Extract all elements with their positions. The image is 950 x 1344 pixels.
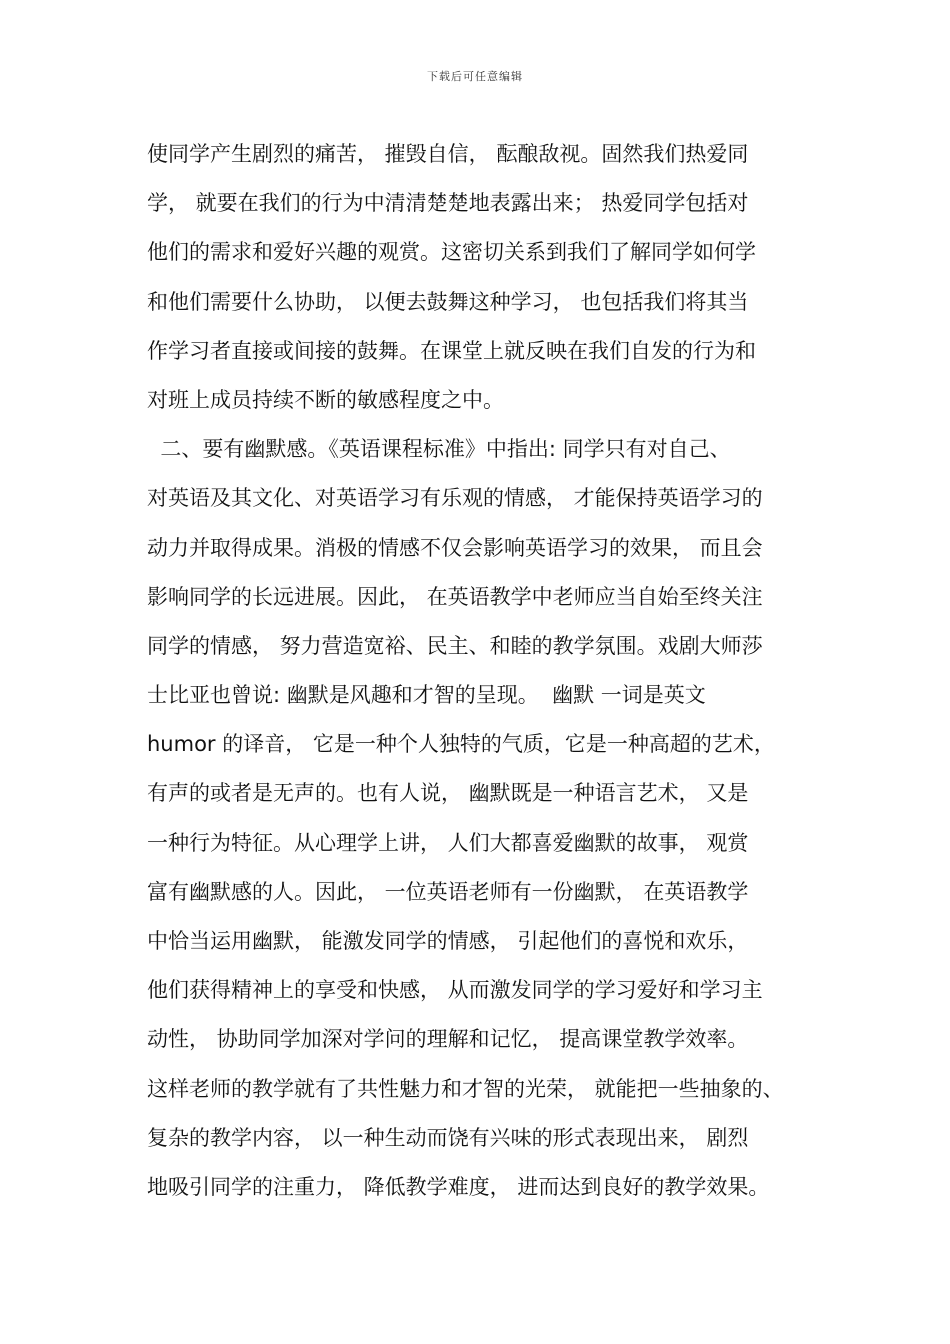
text-line: 他们获得精神上的享受和快感， 从而激发同学的学习爱好和学习主 — [147, 978, 763, 1003]
text-line: 动力并取得成果。消极的情感不仅会影响英语学习的效果， 而且会 — [147, 535, 763, 560]
text-line: 中恰当运用幽默， 能激发同学的情感， 引起他们的喜悦和欢乐， — [147, 929, 749, 953]
text-line: 对英语及其文化、对英语学习有乐观的情感， 才能保持英语学习的 — [147, 486, 763, 511]
text-line: humor 的译音， 它是一种个人独特的气质，它是一种高超的艺术， — [147, 732, 775, 757]
text-line: 有声的或者是无声的。也有人说， 幽默既是一种语言艺术， 又是 — [147, 781, 749, 806]
text-line: 影响同学的长远进展。因此， 在英语教学中老师应当自始至终关注 — [147, 584, 763, 609]
text-line: 士比亚也曾说: 幽默是风趣和才智的呈现。 幽默 一词是英文 — [147, 683, 706, 708]
text-line: 作学习者直接或间接的鼓舞。在课堂上就反映在我们自发的行为和 — [147, 338, 756, 363]
text-line: 富有幽默感的人。因此， 一位英语老师有一份幽默， 在英语教学 — [147, 879, 749, 904]
text-line: 他们的需求和爱好兴趣的观赏。这密切关系到我们了解同学如何学 — [147, 240, 756, 265]
text-line: 这样老师的教学就有了共性魅力和才智的光荣， 就能把一些抽象的、 — [147, 1076, 784, 1101]
text-line: 同学的情感， 努力营造宽裕、民主、和睦的教学氛围。戏剧大师莎 — [147, 633, 763, 658]
body-text — [147, 130, 827, 1212]
text-line: 地吸引同学的注重力， 降低教学难度， 进而达到良好的教学效果。 — [147, 1174, 770, 1199]
text-line: 学， 就要在我们的行为中清清楚楚地表露出来； 热爱同学包括对 — [147, 191, 749, 216]
page-header: 下载后可任意编辑 — [427, 70, 523, 83]
text-line: 使同学产生剧烈的痛苦， 摧毁自信， 酝酿敌视。固然我们热爱同 — [147, 142, 749, 166]
text-line: 一种行为特征。从心理学上讲， 人们大都喜爱幽默的故事， 观赏 — [147, 830, 749, 855]
text-line: 对班上成员持续不断的敏感程度之中。 — [147, 387, 504, 412]
text-line: 和他们需要什么协助， 以便去鼓舞这种学习， 也包括我们将其当 — [147, 289, 749, 314]
section-heading-line: 二、要有幽默感。《英语课程标准》中指出: 同学只有对自己、 — [147, 437, 731, 462]
text-line: 动性， 协助同学加深对学问的理解和记忆， 提高课堂教学效率。 — [147, 1027, 749, 1052]
text-line: 复杂的教学内容， 以一种生动而饶有兴味的形式表现出来， 剧烈 — [147, 1125, 749, 1150]
